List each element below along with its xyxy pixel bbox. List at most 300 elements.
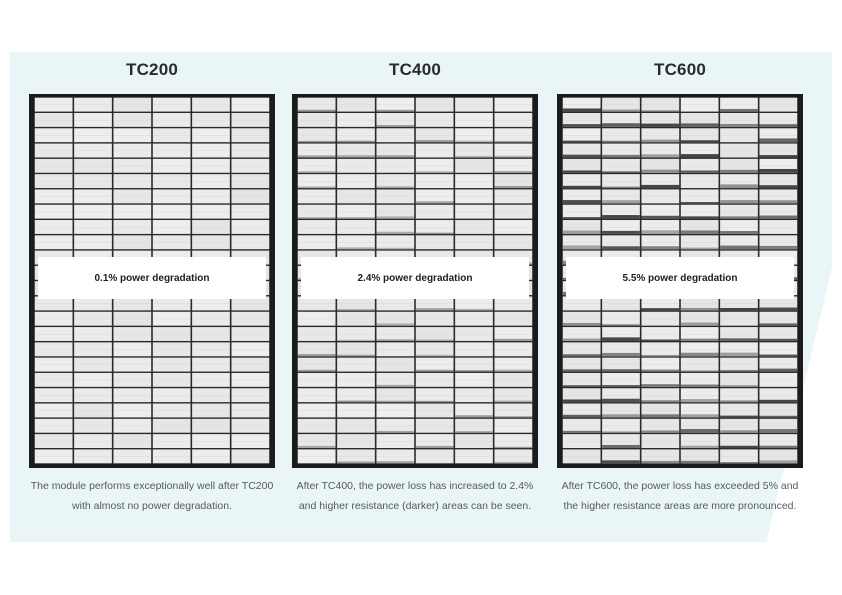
solar-cell [113, 404, 151, 418]
solar-cell [641, 327, 679, 341]
degradation-label: 2.4% power degradation [301, 257, 529, 299]
solar-cell [298, 205, 336, 219]
solar-cell [74, 404, 112, 418]
solar-cell [337, 449, 375, 463]
solar-cell [720, 144, 758, 158]
solar-cell [563, 388, 601, 402]
solar-cell [337, 419, 375, 433]
solar-cell [231, 189, 269, 203]
solar-cell [192, 342, 230, 356]
solar-cell [153, 98, 191, 112]
solar-cell [416, 113, 454, 127]
solar-cell [192, 404, 230, 418]
panel-title: TC600 [653, 60, 707, 79]
solar-cell [337, 205, 375, 219]
solar-cell [416, 327, 454, 341]
solar-cell [602, 189, 640, 203]
solar-cell [602, 419, 640, 433]
solar-cell [759, 220, 797, 234]
solar-cell [35, 174, 73, 188]
solar-cell [74, 358, 112, 372]
solar-cell [494, 128, 532, 142]
panel-title: TC400 [388, 60, 442, 79]
solar-cell [74, 205, 112, 219]
solar-cell [494, 159, 532, 173]
solar-cell [192, 327, 230, 341]
solar-cell [681, 449, 719, 463]
solar-cell [641, 159, 679, 173]
solar-cell [681, 312, 719, 326]
solar-cell [416, 205, 454, 219]
panel-caption: The module performs exceptionally well after TC200 with almost no power degradation. [30, 480, 274, 512]
solar-cell [74, 449, 112, 463]
solar-cell [231, 144, 269, 158]
solar-cell [494, 144, 532, 158]
solar-cell [681, 205, 719, 219]
solar-cell [231, 312, 269, 326]
solar-cell [681, 174, 719, 188]
solar-cell [602, 327, 640, 341]
solar-cell [563, 404, 601, 418]
solar-cell [641, 128, 679, 142]
solar-cell [720, 434, 758, 448]
solar-cell [681, 128, 719, 142]
solar-cell [681, 434, 719, 448]
solar-cell [113, 327, 151, 341]
solar-cell [416, 373, 454, 387]
solar-cell [35, 220, 73, 234]
solar-cell [298, 388, 336, 402]
solar-cell [153, 404, 191, 418]
solar-cell [113, 449, 151, 463]
degradation-label: 0.1% power degradation [38, 257, 266, 299]
solar-cell [416, 174, 454, 188]
solar-cell [563, 419, 601, 433]
solar-cell [641, 342, 679, 356]
solar-cell [231, 235, 269, 249]
solar-cell [231, 128, 269, 142]
solar-cell [376, 98, 414, 112]
solar-cell [74, 388, 112, 402]
solar-cell [74, 220, 112, 234]
solar-cell [74, 434, 112, 448]
solar-cell [337, 159, 375, 173]
solar-cell [153, 327, 191, 341]
solar-cell [416, 358, 454, 372]
solar-cell [337, 404, 375, 418]
solar-cell [298, 174, 336, 188]
solar-cell [298, 342, 336, 356]
solar-cell [113, 113, 151, 127]
solar-cell [35, 419, 73, 433]
solar-cell [455, 205, 493, 219]
solar-cell [563, 358, 601, 372]
solar-cell [153, 144, 191, 158]
solar-cell [602, 312, 640, 326]
solar-cell [563, 159, 601, 173]
solar-cell [74, 113, 112, 127]
solar-cell [641, 419, 679, 433]
solar-cell [563, 144, 601, 158]
solar-cell [376, 388, 414, 402]
solar-cell [113, 358, 151, 372]
solar-cell [337, 220, 375, 234]
solar-cell [759, 113, 797, 127]
solar-cell [74, 327, 112, 341]
solar-cell [74, 419, 112, 433]
solar-cell [35, 327, 73, 341]
solar-cell [376, 358, 414, 372]
solar-cell [563, 98, 601, 112]
el-module-image [292, 94, 538, 468]
solar-cell [35, 449, 73, 463]
solar-cell [113, 434, 151, 448]
solar-cell [35, 388, 73, 402]
solar-cell [563, 342, 601, 356]
solar-cell [494, 434, 532, 448]
solar-cell [74, 235, 112, 249]
solar-cell [720, 174, 758, 188]
solar-cell [720, 220, 758, 234]
solar-cell [337, 434, 375, 448]
solar-cell [759, 434, 797, 448]
solar-cell [113, 373, 151, 387]
solar-cell [192, 434, 230, 448]
solar-cell [298, 144, 336, 158]
solar-cell [153, 128, 191, 142]
solar-cell [720, 189, 758, 203]
solar-cell [602, 159, 640, 173]
solar-cell [35, 144, 73, 158]
solar-cell [494, 373, 532, 387]
solar-cell [231, 419, 269, 433]
solar-cell [759, 358, 797, 372]
solar-cell [641, 358, 679, 372]
solar-cell [298, 235, 336, 249]
solar-cell [113, 128, 151, 142]
solar-cell [113, 205, 151, 219]
solar-cell [759, 98, 797, 112]
solar-cell [113, 159, 151, 173]
solar-cell [759, 312, 797, 326]
solar-cell [641, 373, 679, 387]
solar-cell [298, 113, 336, 127]
solar-cell [563, 189, 601, 203]
solar-cell [494, 220, 532, 234]
solar-cell [759, 205, 797, 219]
solar-cell [602, 98, 640, 112]
solar-cell [681, 358, 719, 372]
solar-cell [376, 159, 414, 173]
solar-cell [192, 358, 230, 372]
solar-cell [231, 449, 269, 463]
solar-cell [641, 174, 679, 188]
solar-cell [759, 159, 797, 173]
solar-cell [759, 144, 797, 158]
solar-cell [376, 144, 414, 158]
solar-cell [455, 220, 493, 234]
solar-cell [720, 327, 758, 341]
solar-cell [113, 388, 151, 402]
degradation-label: 5.5% power degradation [566, 257, 794, 299]
solar-cell [720, 373, 758, 387]
solar-cell [192, 98, 230, 112]
solar-cell [759, 419, 797, 433]
solar-cell [602, 220, 640, 234]
solar-cell [376, 312, 414, 326]
solar-cell [376, 189, 414, 203]
panel-caption: After TC600, the power loss has exceeded 5% and the higher resistance areas are more pronounced. [561, 480, 799, 512]
column-tc400 [292, 52, 538, 542]
solar-cell [153, 342, 191, 356]
solar-cell [720, 449, 758, 463]
solar-cell [455, 404, 493, 418]
solar-cell [337, 174, 375, 188]
solar-cell [681, 327, 719, 341]
solar-cell [153, 373, 191, 387]
solar-cell [231, 205, 269, 219]
solar-cell [681, 388, 719, 402]
solar-cell [494, 358, 532, 372]
solar-cell [74, 128, 112, 142]
column-tc200 [29, 52, 275, 542]
solar-cell [641, 434, 679, 448]
solar-cell [231, 388, 269, 402]
solar-cell [153, 235, 191, 249]
solar-cell [35, 373, 73, 387]
solar-cell [74, 342, 112, 356]
solar-cell [494, 419, 532, 433]
solar-cell [153, 358, 191, 372]
solar-cell [416, 159, 454, 173]
solar-cell [231, 159, 269, 173]
solar-cell [153, 205, 191, 219]
solar-cell [681, 342, 719, 356]
solar-cell [376, 419, 414, 433]
solar-cell [720, 312, 758, 326]
solar-cell [231, 373, 269, 387]
solar-cell [74, 98, 112, 112]
solar-cell [192, 388, 230, 402]
solar-cell [681, 189, 719, 203]
solar-cell [192, 449, 230, 463]
solar-cell [376, 128, 414, 142]
solar-cell [641, 220, 679, 234]
solar-cell [153, 312, 191, 326]
solar-cell [192, 113, 230, 127]
solar-cell [74, 174, 112, 188]
solar-cell [416, 342, 454, 356]
solar-cell [337, 327, 375, 341]
solar-cell [720, 113, 758, 127]
solar-cell [298, 404, 336, 418]
solar-cell [35, 404, 73, 418]
solar-cell [563, 113, 601, 127]
solar-cell [455, 327, 493, 341]
column-tc600 [557, 52, 803, 542]
solar-cell [494, 205, 532, 219]
solar-cell [720, 98, 758, 112]
solar-cell [455, 388, 493, 402]
solar-cell [153, 159, 191, 173]
solar-cell [113, 174, 151, 188]
solar-cell [192, 235, 230, 249]
solar-cell [759, 327, 797, 341]
solar-cell [35, 159, 73, 173]
solar-cell [720, 358, 758, 372]
solar-cell [681, 404, 719, 418]
solar-cell [337, 189, 375, 203]
solar-cell [681, 98, 719, 112]
solar-cell [337, 342, 375, 356]
solar-cell [720, 128, 758, 142]
solar-cell [759, 128, 797, 142]
panel-title: TC200 [125, 60, 179, 79]
solar-cell [376, 373, 414, 387]
solar-cell [494, 98, 532, 112]
solar-cell [416, 434, 454, 448]
solar-cell [337, 388, 375, 402]
solar-cell [153, 434, 191, 448]
solar-cell [192, 312, 230, 326]
solar-cell [298, 128, 336, 142]
solar-cell [35, 235, 73, 249]
solar-cell [494, 189, 532, 203]
solar-cell [641, 449, 679, 463]
solar-cell [416, 98, 454, 112]
solar-cell [416, 312, 454, 326]
solar-cell [681, 159, 719, 173]
solar-cell [759, 189, 797, 203]
solar-cell [337, 98, 375, 112]
solar-cell [602, 235, 640, 249]
solar-cell [376, 205, 414, 219]
solar-cell [376, 174, 414, 188]
panel-caption: After TC400, the power loss has increased to 2.4% and higher resistance (darker) areas can be seen. [296, 480, 534, 512]
solar-cell [35, 128, 73, 142]
solar-cell [231, 342, 269, 356]
solar-cell [455, 159, 493, 173]
solar-cell [494, 449, 532, 463]
solar-cell [113, 312, 151, 326]
solar-cell [153, 449, 191, 463]
solar-cell [35, 189, 73, 203]
solar-cell [298, 189, 336, 203]
solar-cell [35, 312, 73, 326]
solar-cell [416, 419, 454, 433]
solar-cell [681, 220, 719, 234]
solar-cell [337, 358, 375, 372]
solar-cell [192, 205, 230, 219]
solar-cell [455, 113, 493, 127]
solar-cell [153, 189, 191, 203]
solar-cell [641, 144, 679, 158]
solar-cell [602, 434, 640, 448]
solar-cell [494, 235, 532, 249]
solar-cell [298, 312, 336, 326]
solar-cell [455, 373, 493, 387]
solar-cell [113, 189, 151, 203]
solar-cell [416, 144, 454, 158]
solar-cell [641, 98, 679, 112]
solar-cell [563, 327, 601, 341]
solar-cell [494, 312, 532, 326]
solar-cell [681, 144, 719, 158]
solar-cell [641, 205, 679, 219]
el-module-image [557, 94, 803, 468]
solar-cell [416, 189, 454, 203]
solar-cell [641, 235, 679, 249]
solar-cell [192, 144, 230, 158]
solar-cell [563, 235, 601, 249]
solar-cell [494, 342, 532, 356]
solar-cell [602, 144, 640, 158]
solar-cell [681, 373, 719, 387]
solar-cell [759, 235, 797, 249]
solar-cell [563, 174, 601, 188]
solar-cell [494, 388, 532, 402]
solar-cell [298, 159, 336, 173]
solar-cell [192, 189, 230, 203]
solar-cell [192, 159, 230, 173]
solar-cell [455, 98, 493, 112]
solar-cell [641, 404, 679, 418]
solar-cell [416, 388, 454, 402]
solar-cell [298, 373, 336, 387]
solar-cell [153, 174, 191, 188]
solar-cell [563, 373, 601, 387]
solar-cell [563, 449, 601, 463]
solar-cell [416, 404, 454, 418]
solar-cell [455, 235, 493, 249]
solar-cell [192, 174, 230, 188]
solar-cell [563, 434, 601, 448]
solar-cell [641, 388, 679, 402]
solar-cell [641, 113, 679, 127]
solar-cell [231, 174, 269, 188]
solar-cell [153, 220, 191, 234]
solar-cell [416, 220, 454, 234]
solar-cell [455, 144, 493, 158]
solar-cell [74, 373, 112, 387]
solar-cell [298, 220, 336, 234]
solar-cell [455, 342, 493, 356]
solar-cell [720, 159, 758, 173]
solar-cell [416, 449, 454, 463]
solar-cell [602, 113, 640, 127]
solar-cell [113, 98, 151, 112]
solar-cell [231, 113, 269, 127]
solar-cell [455, 128, 493, 142]
solar-cell [455, 358, 493, 372]
el-module-image [29, 94, 275, 468]
solar-cell [494, 113, 532, 127]
solar-cell [602, 205, 640, 219]
solar-cell [494, 327, 532, 341]
solar-cell [494, 174, 532, 188]
solar-cell [494, 404, 532, 418]
solar-cell [759, 449, 797, 463]
solar-cell [74, 144, 112, 158]
solar-cell [563, 128, 601, 142]
solar-cell [337, 312, 375, 326]
solar-cell [720, 419, 758, 433]
solar-cell [376, 342, 414, 356]
solar-cell [298, 434, 336, 448]
solar-cell [74, 312, 112, 326]
solar-cell [602, 404, 640, 418]
solar-cell [337, 128, 375, 142]
